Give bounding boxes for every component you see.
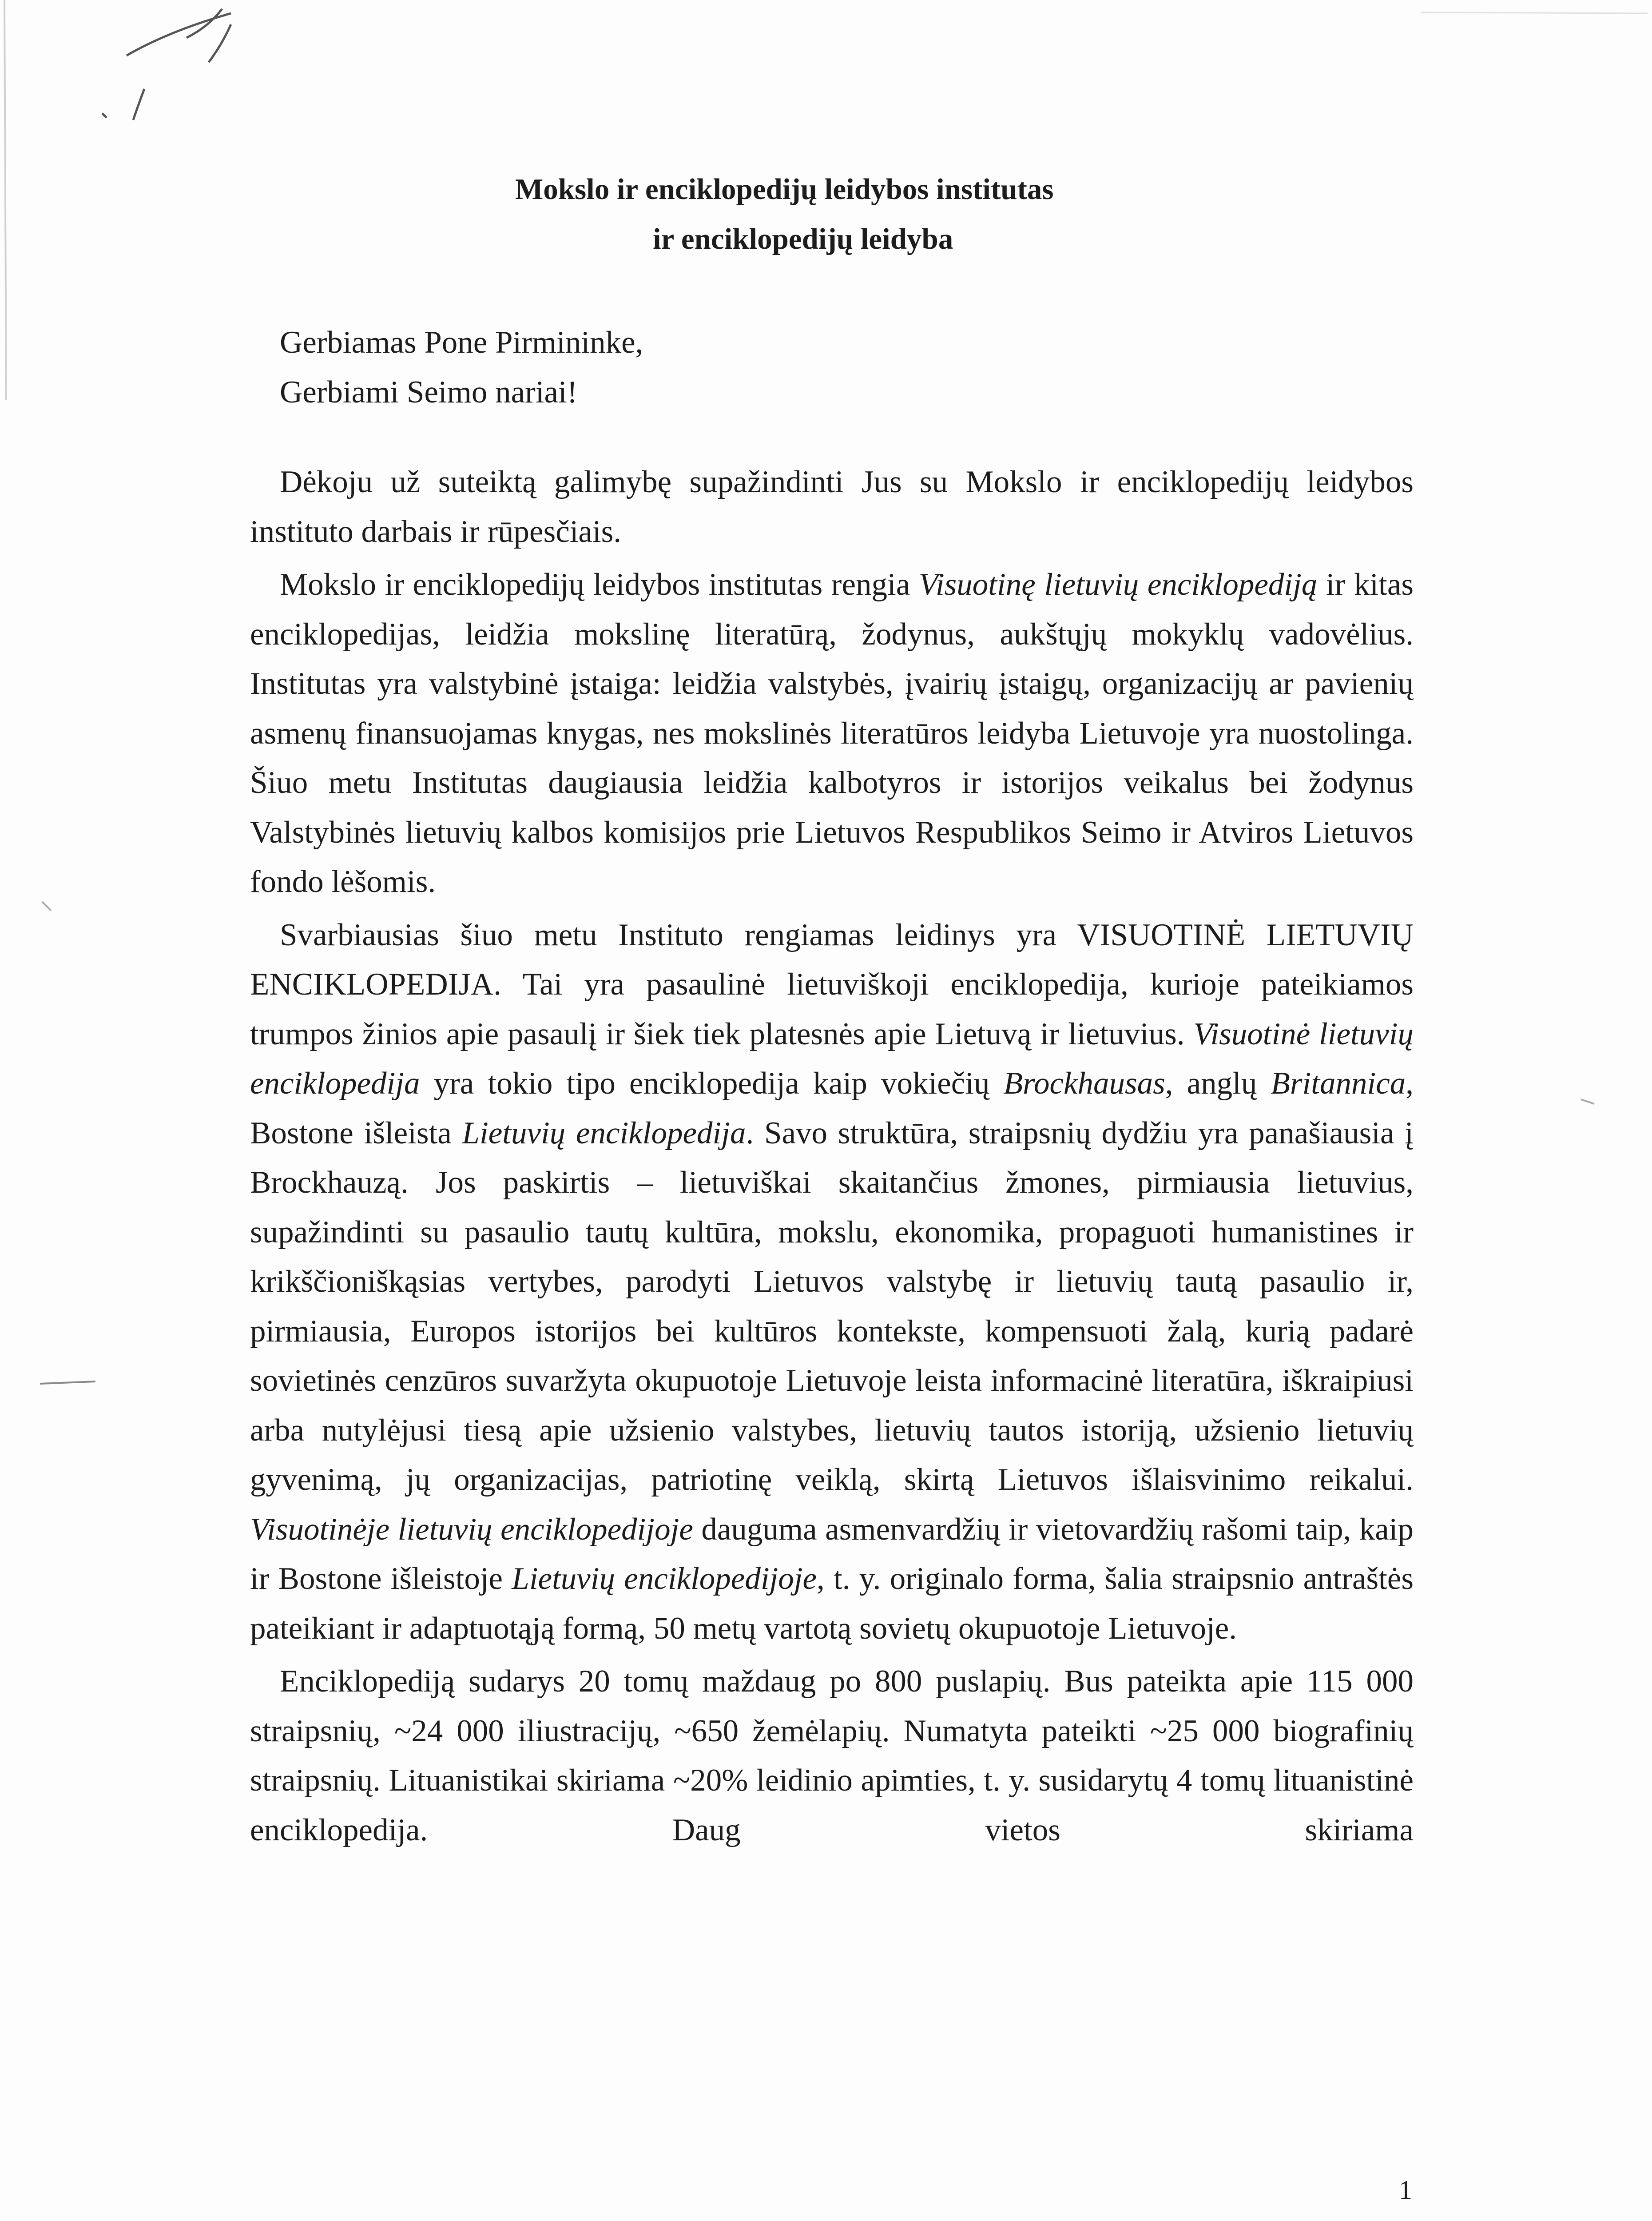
- scan-edge-left: [4, 0, 6, 400]
- greeting-line-2: Gerbiami Seimo nariai!: [280, 375, 578, 410]
- title-line-1: Mokslo ir enciklopedijų leidybos institutas: [515, 173, 1054, 206]
- paragraph: Enciklopediją sudarys 20 tomų maždaug po 800 puslapių. Bus pateikta apie 115 000 straipsnių, ~24 000 iliustracijų, ~650 žemėlapių. Numatyta pateikti ~25 000 biografinių straipsnių. Lituanistikai skiriama ~20% leidinio apimties, t. y. susidarytų 4 tomų lituanistinė enciklopedija. Daug vietos skiriama: [250, 1664, 1414, 1847]
- greeting-line-1: Gerbiamas Pone Pirmininke,: [280, 325, 643, 360]
- scan-dash: [40, 1381, 95, 1384]
- greeting: [280, 318, 643, 417]
- title-line-2: ir enciklopedijų leidyba: [653, 223, 953, 255]
- document-body: [250, 458, 1414, 1859]
- scan-dash: [1581, 1099, 1594, 1104]
- scan-dash: [42, 902, 51, 911]
- page-number: 1: [1399, 2175, 1412, 2205]
- paragraph: Mokslo ir enciklopedijų leidybos institutas rengia Visuotinę lietuvių enciklopediją ir kitas enciklopedijas, leidžia mokslinę literatūrą, žodynus, aukštųjų mokyklų vadovėlius. Institutas yra valstybinė įstaiga: leidžia valstybės, įvairių įstaigų, organizacijų ar pavienių asmenų finansuojamas knygas, nes mokslinės literatūros leidyba Lietuvoje yra nuostolinga. Šiuo metu Institutas daugiausia leidžia kalbotyros ir istorijos veikalus bei žodynus Valstybinės lietuvių kalbos komisijos prie Lietuvos Respublikos Seimo ir Atviros Lietuvos fondo lėšomis.: [250, 567, 1414, 899]
- document-title: [515, 164, 1181, 264]
- paragraph: Svarbiausias šiuo metu Instituto rengiamas leidinys yra VISUOTINĖ LIETUVIŲ ENCIKLOPEDIJA. Tai yra pasaulinė lietuviškoji enciklopedija, kurioje pateikiamos trumpos žinios apie pasaulį ir šiek tiek platesnės apie Lietuvą ir lietuvius. Visuotinė lietuvių enciklopedija yra tokio tipo enciklopedija kaip vokiečių Brockhausas, anglų Britannica, Bostone išleista Lietuvių enciklopedija. Savo struktūra, straipsnių dydžiu yra panašiausia į Brockhauzą. Jos paskirtis – lietuviškai skaitančius žmones, pirmiausia lietuvius, supažindinti su pasaulio tautų kultūra, mokslu, ekonomika, propaguoti humanistines ir krikščioniškąsias vertybes, parodyti Lietuvos valstybę ir lietuvių tautą pasaulio ir, pirmiausia, Europos istorijos bei kultūros kontekste, kompensuoti žalą, kurią padarė sovietinės cenzūros suvaržyta okupuotoje Lietuvoje leista informacinė literatūra, iškraipiusi arba nutylėjusi tiesą apie užsienio valstybes, lietuvių tautos istoriją, užsienio lietuvių gyvenimą, jų organizacijas, patriotinę veiklą, skirtą Lietuvos išlaisvinimo reikalui. Visuotinėje lietuvių enciklopedijoje dauguma asmenvardžių ir vietovardžių rašomi taip, kaip ir Bostone išleistoje Lietuvių enciklopedijoje, t. y. originalo forma, šalia straipsnio antraštės pateikiant ir adaptuotąją formą, 50 metų vartotą sovietų okupuotoje Lietuvoje.: [250, 917, 1414, 1646]
- handwritten-mark: [102, 9, 231, 120]
- scan-edge-top: [1421, 12, 1648, 13]
- paragraph: Dėkoju už suteiktą galimybę supažindinti Jus su Mokslo ir enciklopedijų leidybos instituto darbais ir rūpesčiais.: [250, 465, 1414, 549]
